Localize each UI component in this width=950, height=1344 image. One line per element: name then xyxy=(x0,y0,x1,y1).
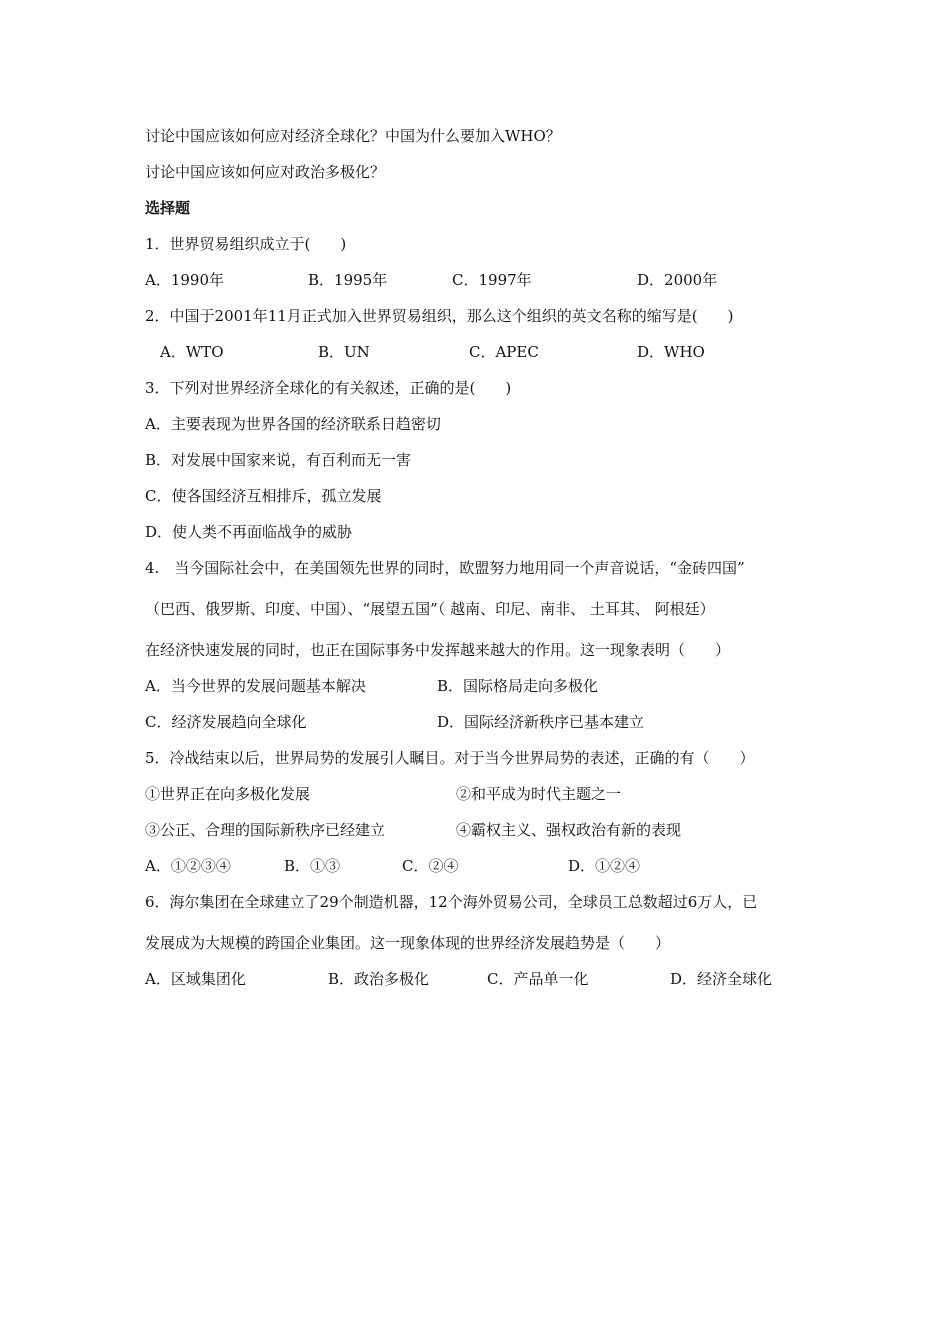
q3-option-a: A．主要表现为世界各国的经济联系日趋密切 xyxy=(145,415,441,433)
q3-option-c: C．使各国经济互相排斥，孤立发展 xyxy=(145,487,382,505)
q6-stem-line-1: 6．海尔集团在全球建立了29个制造机器，12个海外贸易公司，全球员工总数超过6万人，已 xyxy=(145,893,758,911)
q2-option-c: C．APEC xyxy=(469,343,539,361)
q5-option-c: C．②④ xyxy=(402,857,459,875)
q4-stem-line-2: （巴西、俄罗斯、印度、中国）、“展望五国”（ 越南、印尼、南非、 土耳其、 阿根廷） xyxy=(145,600,715,618)
q4-stem-line-3: 在经济快速发展的同时，也正在国际事务中发挥越来越大的作用。这一现象表明（ ） xyxy=(145,641,731,659)
q3-option-b: B．对发展中国家来说，有百利而无一害 xyxy=(145,451,412,469)
q6-option-d: D．经济全球化 xyxy=(670,970,773,988)
q6-option-a: A．区域集团化 xyxy=(145,970,246,988)
discussion-line-1: 讨论中国应该如何应对经济全球化？中国为什么要加入WHO？ xyxy=(145,127,561,145)
q5-option-b: B．①③ xyxy=(284,857,341,875)
section-title: 选择题 xyxy=(145,199,191,217)
q5-stem: 5．冷战结束以后，世界局势的发展引人瞩目。对于当今世界局势的表述，正确的有（ ） xyxy=(145,749,755,767)
q5-option-a: A．①②③④ xyxy=(145,857,231,875)
q2-option-b: B．UN xyxy=(318,343,370,361)
q4-option-b: B．国际格局走向多极化 xyxy=(437,677,599,695)
q5-statement-3: ③公正、合理的国际新秩序已经建立 xyxy=(145,821,386,839)
q6-option-b: B．政治多极化 xyxy=(328,970,430,988)
q5-statement-4: ④霸权主义、强权政治有新的表现 xyxy=(456,821,682,839)
q1-option-b: B．1995年 xyxy=(308,271,388,289)
q2-option-d: D．WHO xyxy=(637,343,705,361)
q6-option-c: C．产品单一化 xyxy=(487,970,589,988)
q3-option-d: D．使人类不再面临战争的威胁 xyxy=(145,523,353,541)
q4-option-c: C．经济发展趋向全球化 xyxy=(145,713,307,731)
q6-stem-line-2: 发展成为大规模的跨国企业集团。这一现象体现的世界经济发展趋势是（ ） xyxy=(145,934,671,952)
q4-option-d: D．国际经济新秩序已基本建立 xyxy=(437,713,645,731)
q5-statement-1: ①世界正在向多极化发展 xyxy=(145,785,311,803)
q4-stem-line-1: 4. 当今国际社会中，在美国领先世界的同时，欧盟努力地用同一个声音说话，“金砖四国” xyxy=(145,559,745,577)
q1-option-d: D．2000年 xyxy=(637,271,718,289)
q4-option-a: A．当今世界的发展问题基本解决 xyxy=(145,677,366,695)
q2-option-a: A．WTO xyxy=(160,343,224,361)
q1-option-c: C．1997年 xyxy=(452,271,532,289)
q1-stem: 1．世界贸易组织成立于( ) xyxy=(145,235,347,253)
q5-statement-2: ②和平成为时代主题之一 xyxy=(456,785,622,803)
q1-option-a: A．1990年 xyxy=(145,271,225,289)
q3-stem: 3．下列对世界经济全球化的有关叙述，正确的是( ) xyxy=(145,379,512,397)
discussion-line-2: 讨论中国应该如何应对政治多极化？ xyxy=(145,163,386,181)
q2-stem: 2．中国于2001年11月正式加入世界贸易组织，那么这个组织的英文名称的缩写是( ) xyxy=(145,307,734,325)
q5-option-d: D．①②④ xyxy=(568,857,641,875)
